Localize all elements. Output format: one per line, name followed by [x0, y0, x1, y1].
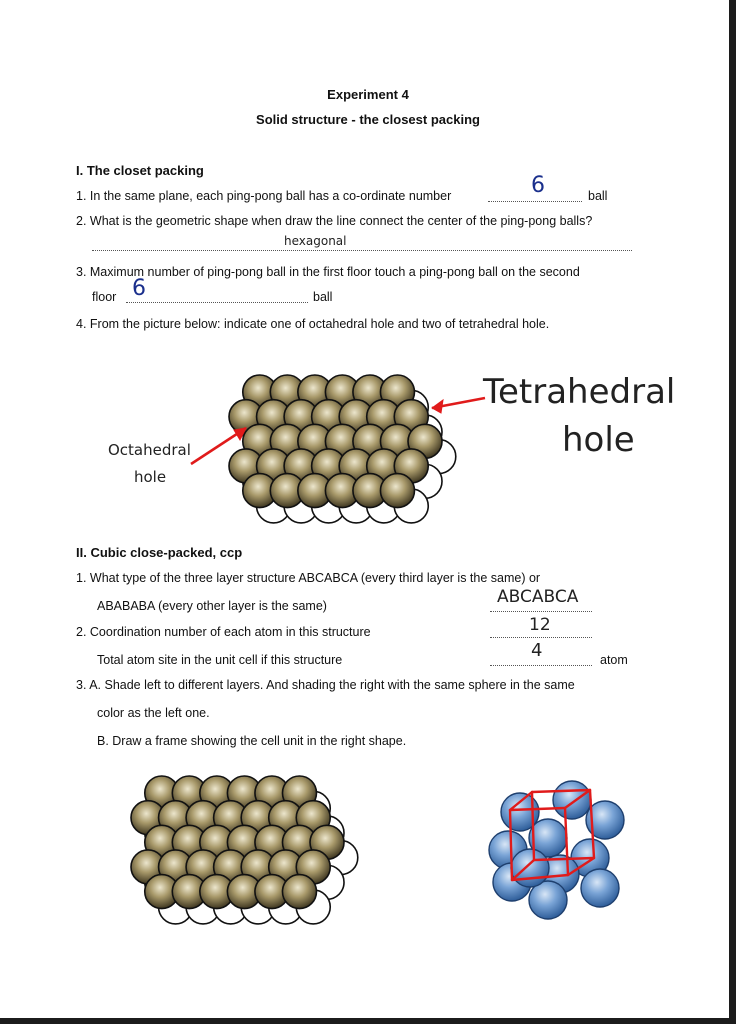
s2-q3-line1: 3. A. Shade left to different layers. And shading the right with the same sphere in the same	[76, 678, 575, 692]
s2-q2-answer1-line	[490, 637, 592, 638]
fig1-sphere	[353, 474, 387, 508]
fig1-sphere	[367, 449, 401, 483]
fig1-back-sphere	[339, 440, 373, 474]
fig2-sphere	[172, 825, 206, 859]
fig2-sphere	[282, 776, 316, 810]
frame-edge	[568, 858, 594, 875]
fig2-back-sphere	[310, 865, 344, 899]
fig2-back-sphere	[200, 865, 234, 899]
tetrahedral-arrow-line	[432, 398, 485, 408]
q3-unit: ball	[313, 290, 333, 304]
fig1-back-sphere	[270, 464, 304, 498]
page-subtitle: Solid structure - the closest packing	[256, 112, 480, 127]
fig1-back-sphere	[257, 390, 291, 424]
fig1-back-sphere	[284, 390, 318, 424]
fig2-sphere	[186, 801, 220, 835]
s2-q2-answer2: 4	[531, 640, 543, 661]
fig1-back-sphere	[339, 489, 373, 523]
fig2-sphere	[296, 801, 330, 835]
frame-edge	[510, 810, 512, 880]
q2-text: 2. What is the geometric shape when draw the line connect the center of the ping-pong balls?	[76, 214, 593, 228]
fig1-back-sphere	[408, 464, 442, 498]
fig2-back-sphere	[310, 816, 344, 850]
fig2-sphere	[145, 776, 179, 810]
q1-text: 1. In the same plane, each ping-pong ball has a co-ordinate number	[76, 189, 452, 203]
fig2-sphere	[241, 801, 275, 835]
fig1-back-sphere	[257, 489, 291, 523]
fig2-sphere	[172, 776, 206, 810]
cube-sphere	[571, 839, 609, 877]
fig2-back-sphere	[159, 841, 193, 875]
fig1-back-sphere	[312, 489, 346, 523]
page-title: Experiment 4	[327, 87, 409, 102]
fig1-sphere	[353, 375, 387, 409]
cube-sphere	[541, 855, 579, 893]
tetrahedral-arrow-head	[432, 400, 443, 413]
fig2-sphere	[269, 850, 303, 884]
cube-sphere	[489, 831, 527, 869]
s2-q2-answer1: 12	[529, 615, 551, 635]
fig2-back-sphere	[159, 890, 193, 924]
s2-q3-line3: B. Draw a frame showing the cell unit in the right shape.	[97, 734, 407, 748]
fig1-sphere	[270, 424, 304, 458]
s2-q2-line2: Total atom site in the unit cell if this structure	[97, 653, 343, 667]
fig2-back-sphere	[172, 816, 206, 850]
fig2-sphere	[255, 875, 289, 909]
fig2-sphere	[159, 801, 193, 835]
fig1-back-sphere	[353, 415, 387, 449]
fig1-back-sphere	[422, 440, 456, 474]
fig2-sphere	[227, 776, 261, 810]
frame-edge	[565, 790, 590, 808]
fig2-sphere	[131, 850, 165, 884]
fig1-sphere	[394, 449, 428, 483]
fig2-sphere	[282, 825, 316, 859]
frame-edge	[510, 792, 532, 810]
s2-q3-line2: color as the left one.	[97, 706, 210, 720]
fig2-back-sphere	[296, 890, 330, 924]
fig2-back-sphere	[200, 816, 234, 850]
fig2-sphere	[255, 825, 289, 859]
fig1-back-sphere	[243, 464, 277, 498]
s2-q1-line2: ABABABA (every other layer is the same)	[97, 599, 327, 613]
fig1-sphere	[394, 400, 428, 434]
fig2-back-sphere	[282, 816, 316, 850]
q3-answer-line	[126, 302, 308, 303]
cube-sphere	[586, 801, 624, 839]
fig2-sphere	[186, 850, 220, 884]
fig1-sphere	[367, 400, 401, 434]
fig2-back-sphere	[186, 841, 220, 875]
fig2-back-sphere	[255, 816, 289, 850]
fig1-sphere	[298, 424, 332, 458]
fig1-back-sphere	[243, 415, 277, 449]
fig1-sphere	[325, 474, 359, 508]
fig1-sphere	[312, 400, 346, 434]
section2-heading: II. Cubic close-packed, ccp	[76, 545, 243, 560]
fig1-sphere	[284, 400, 318, 434]
cube-sphere	[501, 793, 539, 831]
frame-edge	[510, 808, 565, 810]
fig1-sphere	[270, 474, 304, 508]
frame-edge	[565, 808, 568, 875]
fig2-back-sphere	[282, 865, 316, 899]
fig1-back-sphere	[312, 390, 346, 424]
fig2-back-sphere	[186, 890, 220, 924]
fig1-back-sphere	[298, 415, 332, 449]
q3-prefix: floor	[92, 290, 117, 304]
fig2-sphere	[200, 875, 234, 909]
fig1-sphere	[325, 424, 359, 458]
fig2-back-sphere	[241, 841, 275, 875]
fig1-sphere	[380, 424, 414, 458]
q2-answer: hexagonal	[284, 234, 347, 248]
fig1-sphere	[298, 375, 332, 409]
fig1-sphere	[284, 449, 318, 483]
fig1-sphere	[243, 375, 277, 409]
fig2-sphere	[241, 850, 275, 884]
fig2-back-sphere	[269, 890, 303, 924]
fig1-sphere	[243, 424, 277, 458]
fig1-sphere	[257, 400, 291, 434]
fig2-back-sphere	[214, 890, 248, 924]
fig1-back-sphere	[394, 489, 428, 523]
frame-edge	[512, 875, 568, 880]
fig2-back-sphere	[172, 865, 206, 899]
cube-sphere	[553, 781, 591, 819]
fig1-back-sphere	[353, 464, 387, 498]
fig2-sphere	[269, 801, 303, 835]
q2-answer-line	[92, 250, 632, 251]
fig1-sphere	[257, 449, 291, 483]
fig1-sphere	[229, 400, 263, 434]
fig2-back-sphere	[145, 816, 179, 850]
fig1-back-sphere	[284, 440, 318, 474]
fig2-sphere	[200, 825, 234, 859]
cube-sphere	[581, 869, 619, 907]
s2-q1-line1: 1. What type of the three layer structure ABCABCA (every third layer is the same) or	[76, 571, 541, 585]
fig2-sphere	[214, 850, 248, 884]
fig1-back-sphere	[325, 415, 359, 449]
frame-edge	[532, 792, 534, 860]
fig2-back-sphere	[296, 841, 330, 875]
fig1-sphere	[380, 375, 414, 409]
fig2-sphere	[159, 850, 193, 884]
s2-q2-unit: atom	[600, 653, 628, 667]
cube-sphere	[529, 819, 567, 857]
q1-unit: ball	[588, 189, 608, 203]
tetrahedral-label-line1: Tetrahedral	[483, 372, 676, 412]
octahedral-label-line1: Octahedral	[108, 441, 191, 459]
frame-edge	[534, 858, 594, 860]
fig2-sphere	[131, 801, 165, 835]
fig1-back-sphere	[298, 464, 332, 498]
unit-cell-frame	[510, 790, 594, 880]
octahedral-arrow-head	[234, 428, 246, 440]
fig1-sphere	[339, 400, 373, 434]
fig1-sphere	[353, 424, 387, 458]
fig2-back-sphere	[227, 816, 261, 850]
fig2-back-sphere	[145, 865, 179, 899]
q3-answer: 6	[132, 276, 146, 301]
tetrahedral-label-line2: hole	[562, 420, 635, 460]
frame-edge	[590, 790, 594, 858]
q3-line1: 3. Maximum number of ping-pong ball in the first floor touch a ping-pong ball on the second	[76, 265, 580, 279]
section1-heading: I. The closet packing	[76, 163, 204, 178]
cube-sphere	[493, 863, 531, 901]
fig2-back-sphere	[296, 791, 330, 825]
fig1-back-sphere	[312, 440, 346, 474]
fig1-sphere	[312, 449, 346, 483]
cube-sphere	[529, 881, 567, 919]
fig2-sphere	[310, 825, 344, 859]
fig2-sphere	[282, 875, 316, 909]
fig2-sphere	[145, 825, 179, 859]
fig2-sphere	[255, 776, 289, 810]
fig2-sphere	[172, 875, 206, 909]
fig2-back-sphere	[214, 791, 248, 825]
fig2-sphere	[227, 825, 261, 859]
fig1-back-sphere	[270, 415, 304, 449]
q1-answer-line	[488, 201, 582, 202]
octahedral-arrow-line	[191, 428, 246, 464]
fig2-sphere	[145, 875, 179, 909]
s2-q1-answer: ABCABCA	[497, 587, 579, 607]
q4-text: 4. From the picture below: indicate one of octahedral hole and two of tetrahedral hole.	[76, 317, 550, 331]
fig2-back-sphere	[214, 841, 248, 875]
fig2-sphere	[200, 776, 234, 810]
fig1-back-sphere	[408, 415, 442, 449]
fig1-back-sphere	[367, 390, 401, 424]
fig1-back-sphere	[367, 489, 401, 523]
fig2-sphere	[214, 801, 248, 835]
cube-sphere	[511, 849, 549, 887]
fig2-sphere	[227, 875, 261, 909]
octahedral-label-line2: hole	[134, 468, 167, 486]
fig2-back-sphere	[324, 841, 358, 875]
fig1-back-sphere	[257, 440, 291, 474]
frame-edge	[532, 790, 590, 792]
s2-q1-answer-line	[490, 611, 592, 612]
fig1-sphere	[380, 474, 414, 508]
fig2-back-sphere	[241, 890, 275, 924]
fig2-back-sphere	[269, 841, 303, 875]
fig1-sphere	[270, 375, 304, 409]
fig2-back-sphere	[269, 791, 303, 825]
fig1-sphere	[243, 474, 277, 508]
fig1-back-sphere	[380, 464, 414, 498]
fig2-back-sphere	[186, 791, 220, 825]
fig2-back-sphere	[255, 865, 289, 899]
fig1-back-sphere	[394, 440, 428, 474]
fig2-back-sphere	[241, 791, 275, 825]
s2-q2-line1: 2. Coordination number of each atom in this structure	[76, 625, 371, 639]
fig1-back-sphere	[284, 489, 318, 523]
fig2-sphere	[296, 850, 330, 884]
fig1-back-sphere	[367, 440, 401, 474]
fig1-sphere	[229, 449, 263, 483]
fig1-back-sphere	[339, 390, 373, 424]
fig1-sphere	[298, 474, 332, 508]
fig1-sphere	[325, 375, 359, 409]
frame-edge	[512, 860, 534, 880]
fig1-sphere	[408, 424, 442, 458]
fig1-back-sphere	[380, 415, 414, 449]
fig1-sphere	[339, 449, 373, 483]
fig1-back-sphere	[325, 464, 359, 498]
q1-answer: 6	[531, 173, 545, 198]
fig1-back-sphere	[394, 390, 428, 424]
fig2-back-sphere	[159, 791, 193, 825]
s2-q2-answer2-line	[490, 665, 592, 666]
fig2-back-sphere	[227, 865, 261, 899]
